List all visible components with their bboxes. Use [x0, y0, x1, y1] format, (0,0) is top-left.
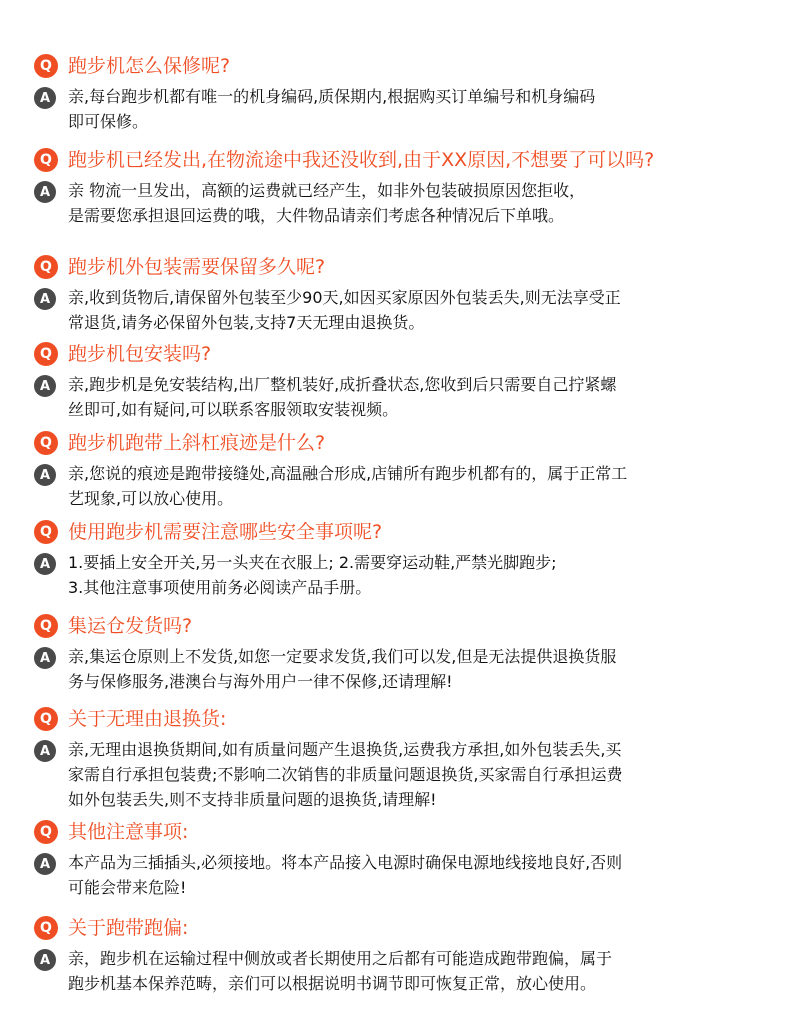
answer-text — [68, 850, 754, 900]
faq-item — [34, 518, 754, 600]
a-badge-icon: A — [34, 949, 56, 971]
question-row — [34, 705, 754, 737]
faq-item — [34, 914, 754, 996]
question-row — [34, 340, 754, 372]
answer-text — [68, 550, 754, 600]
answer-text — [68, 644, 754, 694]
question-text: 跑步机外包装需要保留多久呢? — [68, 256, 326, 278]
answer-line: 亲,您说的痕迹是跑带接缝处,高温融合形成,店铺所有跑步机都有的，属于正常工 — [68, 464, 628, 483]
question-row — [34, 146, 754, 178]
a-badge-icon: A — [34, 553, 56, 575]
a-badge-icon: A — [34, 288, 56, 310]
question-text: 使用跑步机需要注意哪些安全事项呢? — [68, 521, 383, 543]
question-text: 关于无理由退换货: — [68, 708, 227, 730]
q-badge-icon: Q — [34, 916, 58, 940]
a-badge-icon: A — [34, 464, 56, 486]
answer-line: 常退货,请务必保留外包装,支持7天无理由退换货。 — [68, 313, 425, 332]
answer-line: 亲,集运仓原则上不发货,如您一定要求发货,我们可以发,但是无法提供退换货服 — [68, 647, 617, 666]
a-badge-icon: A — [34, 181, 56, 203]
question-text: 集运仓发货吗? — [68, 615, 193, 637]
answer-text — [68, 372, 754, 422]
answer-line: 可能会带来危险! — [68, 878, 187, 897]
answer-line: 是需要您承担退回运费的哦，大件物品请亲们考虑各种情况后下单哦。 — [68, 206, 565, 225]
answer-line: 亲，跑步机在运输过程中侧放或者长期使用之后都有可能造成跑带跑偏，属于 — [68, 949, 613, 968]
a-badge-icon: A — [34, 647, 56, 669]
faq-item — [34, 429, 754, 511]
answer-text — [68, 285, 754, 335]
faq-item — [34, 818, 754, 900]
question-row — [34, 518, 754, 550]
answer-text — [68, 737, 754, 812]
answer-row — [34, 850, 754, 900]
question-row — [34, 253, 754, 285]
question-text: 跑步机怎么保修呢? — [68, 55, 231, 77]
faq-item — [34, 612, 754, 694]
answer-row — [34, 461, 754, 511]
answer-text — [68, 178, 754, 228]
answer-text — [68, 461, 754, 511]
faq-item — [34, 253, 754, 335]
answer-line: 丝即可,如有疑问,可以联系客服领取安装视频。 — [68, 400, 399, 419]
answer-row — [34, 285, 754, 335]
q-badge-icon: Q — [34, 255, 58, 279]
faq-item — [34, 52, 754, 134]
answer-row — [34, 550, 754, 600]
q-badge-icon: Q — [34, 520, 58, 544]
answer-line: 家需自行承担包装费;不影响二次销售的非质量问题退换货,买家需自行承担运费 — [68, 765, 623, 784]
answer-row — [34, 946, 754, 996]
answer-line: 亲,无理由退换货期间,如有质量问题产生退换货,运费我方承担,如外包装丢失,买 — [68, 740, 622, 759]
answer-line: 亲,每台跑步机都有唯一的机身编码,质保期内,根据购买订单编号和机身编码 — [68, 87, 596, 106]
a-badge-icon: A — [34, 87, 56, 109]
faq-item — [34, 340, 754, 422]
answer-line: 如外包装丢失,则不支持非质量问题的退换货,请理解! — [68, 790, 437, 809]
q-badge-icon: Q — [34, 707, 58, 731]
question-row — [34, 612, 754, 644]
question-text: 跑步机包安装吗? — [68, 343, 212, 365]
question-text: 其他注意事项: — [68, 821, 189, 843]
question-row — [34, 818, 754, 850]
answer-line: 跑步机基本保养范畴，亲们可以根据说明书调节即可恢复正常，放心使用。 — [68, 974, 597, 993]
q-badge-icon: Q — [34, 614, 58, 638]
answer-row — [34, 644, 754, 694]
answer-line: 本产品为三插插头,必须接地。将本产品接入电源时确保电源地线接地良好,否则 — [68, 853, 623, 872]
a-badge-icon: A — [34, 740, 56, 762]
answer-line: 艺现象,可以放心使用。 — [68, 489, 234, 508]
question-text: 关于跑带跑偏: — [68, 917, 189, 939]
answer-row — [34, 84, 754, 134]
faq-item — [34, 146, 754, 228]
question-text: 跑步机跑带上斜杠痕迹是什么? — [68, 432, 326, 454]
answer-line: 亲 物流一旦发出，高额的运费就已经产生，如非外包装破损原因您拒收， — [68, 181, 586, 200]
answer-row — [34, 372, 754, 422]
a-badge-icon: A — [34, 853, 56, 875]
q-badge-icon: Q — [34, 820, 58, 844]
faq-item — [34, 705, 754, 812]
answer-row — [34, 178, 754, 228]
answer-text — [68, 946, 754, 996]
answer-row — [34, 737, 754, 812]
q-badge-icon: Q — [34, 148, 58, 172]
answer-line: 亲,跑步机是免安装结构,出厂整机装好,成折叠状态,您收到后只需要自己拧紧螺 — [68, 375, 617, 394]
question-row — [34, 914, 754, 946]
answer-line: 3.其他注意事项使用前务必阅读产品手册。 — [68, 578, 372, 597]
answer-line: 即可保修。 — [68, 112, 149, 131]
q-badge-icon: Q — [34, 54, 58, 78]
q-badge-icon: Q — [34, 342, 58, 366]
question-row — [34, 52, 754, 84]
a-badge-icon: A — [34, 375, 56, 397]
answer-line: 务与保修服务,港澳台与海外用户一律不保修,还请理解! — [68, 672, 453, 691]
q-badge-icon: Q — [34, 431, 58, 455]
answer-line: 1.要插上安全开关,另一头夹在衣服上; 2.需要穿运动鞋,严禁光脚跑步; — [68, 553, 557, 572]
question-row — [34, 429, 754, 461]
answer-text — [68, 84, 754, 134]
question-text: 跑步机已经发出,在物流途中我还没收到,由于XX原因,不想要了可以吗? — [68, 149, 655, 171]
answer-line: 亲,收到货物后,请保留外包装至少90天,如因买家原因外包装丢失,则无法享受正 — [68, 288, 621, 307]
